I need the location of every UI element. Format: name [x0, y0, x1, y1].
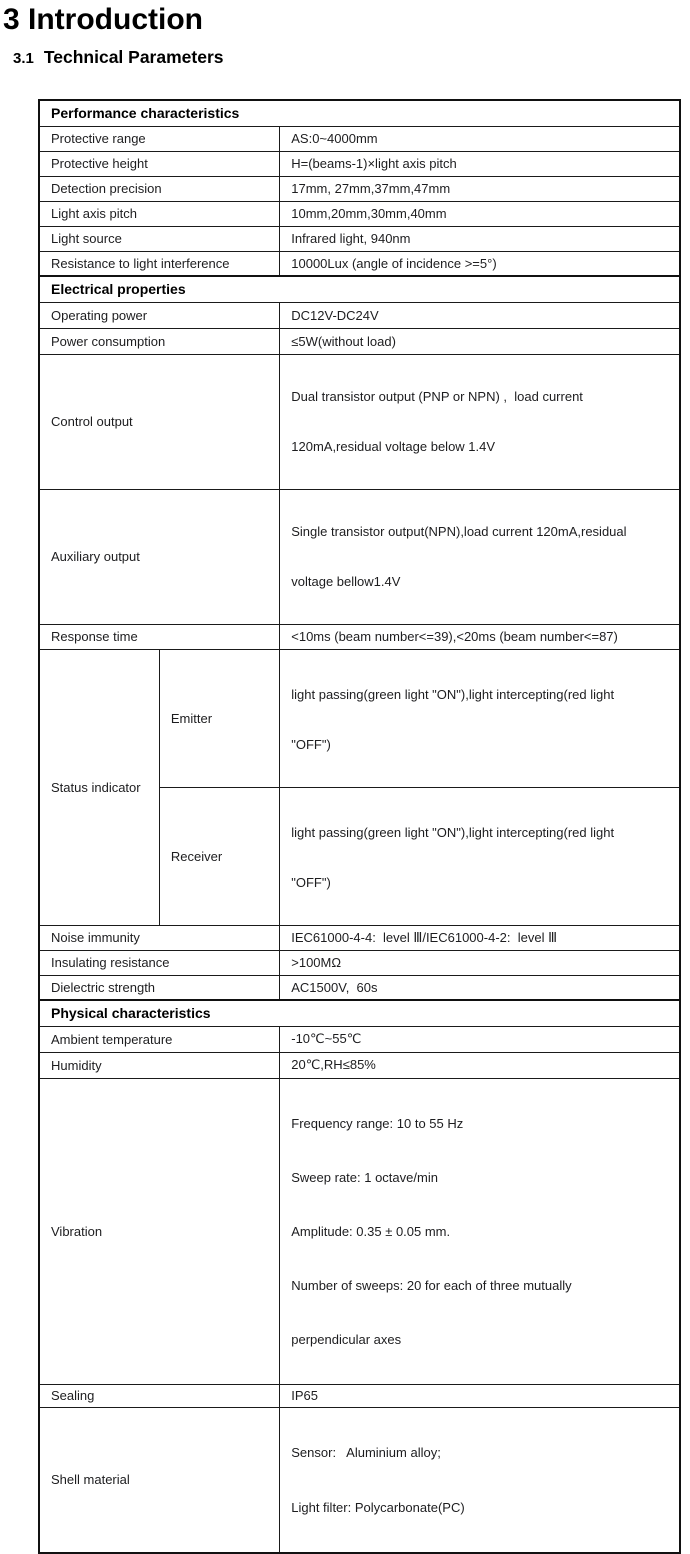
spec-value-line: Light filter: Polycarbonate(PC)	[291, 1499, 465, 1515]
spec-label-status-indicator: Status indicator	[39, 649, 159, 925]
spec-row-protective-range	[39, 126, 680, 151]
spec-value-line: voltage bellow1.4V	[291, 573, 401, 589]
spec-row-response-time	[39, 624, 680, 649]
spec-value: 17mm, 27mm,37mm,47mm	[280, 176, 680, 201]
technical-parameters-table	[38, 99, 681, 1554]
section-header-performance-characteristics: Performance characteristics	[39, 100, 680, 126]
spec-row-humidity	[39, 1052, 680, 1078]
spec-label: Resistance to light interference	[39, 251, 280, 276]
spec-row-ambient-temperature	[39, 1026, 680, 1052]
spec-label: Light axis pitch	[39, 201, 280, 226]
spec-value-line: perpendicular axes	[291, 1331, 402, 1347]
table-row-section-physical	[39, 1000, 680, 1026]
spec-value-line: Sweep rate: 1 octave/min	[291, 1169, 438, 1185]
spec-value	[280, 354, 680, 489]
spec-row-auxiliary-output	[39, 489, 680, 624]
spec-label: Insulating resistance	[39, 950, 280, 975]
spec-value-line: Frequency range: 10 to 55 Hz	[291, 1115, 464, 1131]
spec-value: H=(beams-1)×light axis pitch	[280, 151, 680, 176]
spec-sublabel-receiver: Receiver	[159, 787, 279, 925]
spec-label: Detection precision	[39, 176, 280, 201]
spec-value	[280, 1078, 680, 1384]
spec-value-line: light passing(green light "ON"),light intercepting(red light	[291, 686, 615, 702]
spec-value	[280, 787, 680, 925]
section-header-electrical-properties: Electrical properties	[39, 276, 680, 302]
section-number: 3.1	[13, 50, 34, 67]
spec-value-line: "OFF")	[291, 874, 331, 890]
section-header-physical-characteristics: Physical characteristics	[39, 1000, 680, 1026]
spec-label: Auxiliary output	[39, 489, 280, 624]
spec-value	[280, 1407, 680, 1553]
table-row-section-electrical	[39, 276, 680, 302]
spec-value: <10ms (beam number<=39),<20ms (beam number<=87)	[280, 624, 680, 649]
spec-value	[280, 489, 680, 624]
spec-label: Dielectric strength	[39, 975, 280, 1000]
spec-row-detection-precision	[39, 176, 680, 201]
spec-value: 20℃,RH≤85%	[280, 1052, 680, 1078]
chapter-heading: 3 Introduction	[3, 3, 203, 36]
spec-label: Light source	[39, 226, 280, 251]
table-row-section-performance	[39, 100, 680, 126]
spec-label: Sealing	[39, 1384, 280, 1407]
spec-row-noise-immunity	[39, 925, 680, 950]
spec-value-line: light passing(green light "ON"),light intercepting(red light	[291, 824, 615, 840]
spec-label: Noise immunity	[39, 925, 280, 950]
spec-row-operating-power	[39, 302, 680, 328]
spec-value: AC1500V, 60s	[280, 975, 680, 1000]
spec-value-line: Sensor: Aluminium alloy;	[291, 1444, 441, 1460]
spec-value-line: 120mA,residual voltage below 1.4V	[291, 438, 496, 454]
spec-row-light-source	[39, 226, 680, 251]
spec-value-line: Dual transistor output (PNP or NPN) , load current	[291, 388, 583, 404]
spec-label: Control output	[39, 354, 280, 489]
spec-value: IP65	[280, 1384, 680, 1407]
spec-row-status-indicator-emitter	[39, 649, 680, 787]
spec-value: IEC61000-4-4: level Ⅲ/IEC61000-4-2: level Ⅲ	[280, 925, 680, 950]
spec-value: 10000Lux (angle of incidence >=5°)	[280, 251, 680, 276]
spec-sublabel-emitter: Emitter	[159, 649, 279, 787]
spec-value-line: "OFF")	[291, 736, 331, 752]
spec-value-line: Single transistor output(NPN),load current 120mA,residual	[291, 523, 627, 539]
spec-row-dielectric-strength	[39, 975, 680, 1000]
section-heading	[13, 47, 690, 68]
spec-row-control-output	[39, 354, 680, 489]
spec-row-light-interference	[39, 251, 680, 276]
spec-label: Protective range	[39, 126, 280, 151]
spec-row-power-consumption	[39, 328, 680, 354]
spec-value: >100MΩ	[280, 950, 680, 975]
spec-label: Response time	[39, 624, 280, 649]
spec-value-line: Number of sweeps: 20 for each of three mutually	[291, 1277, 572, 1293]
spec-value	[280, 649, 680, 787]
spec-value: AS:0~4000mm	[280, 126, 680, 151]
spec-row-protective-height	[39, 151, 680, 176]
spec-value: -10℃~55℃	[280, 1026, 680, 1052]
section-title: Technical Parameters	[43, 47, 224, 67]
spec-label: Humidity	[39, 1052, 280, 1078]
spec-value: ≤5W(without load)	[280, 328, 680, 354]
spec-label: Ambient temperature	[39, 1026, 280, 1052]
spec-row-shell-material	[39, 1407, 680, 1553]
spec-value: Infrared light, 940nm	[280, 226, 680, 251]
spec-row-insulating-resistance	[39, 950, 680, 975]
spec-label: Shell material	[39, 1407, 280, 1553]
spec-row-vibration	[39, 1078, 680, 1384]
spec-row-light-axis-pitch	[39, 201, 680, 226]
spec-label: Protective height	[39, 151, 280, 176]
spec-value: DC12V-DC24V	[280, 302, 680, 328]
spec-row-sealing	[39, 1384, 680, 1407]
spec-label: Power consumption	[39, 328, 280, 354]
spec-value: 10mm,20mm,30mm,40mm	[280, 201, 680, 226]
spec-value-line: Amplitude: 0.35 ± 0.05 mm.	[291, 1223, 451, 1239]
spec-label: Vibration	[39, 1078, 280, 1384]
spec-label: Operating power	[39, 302, 280, 328]
